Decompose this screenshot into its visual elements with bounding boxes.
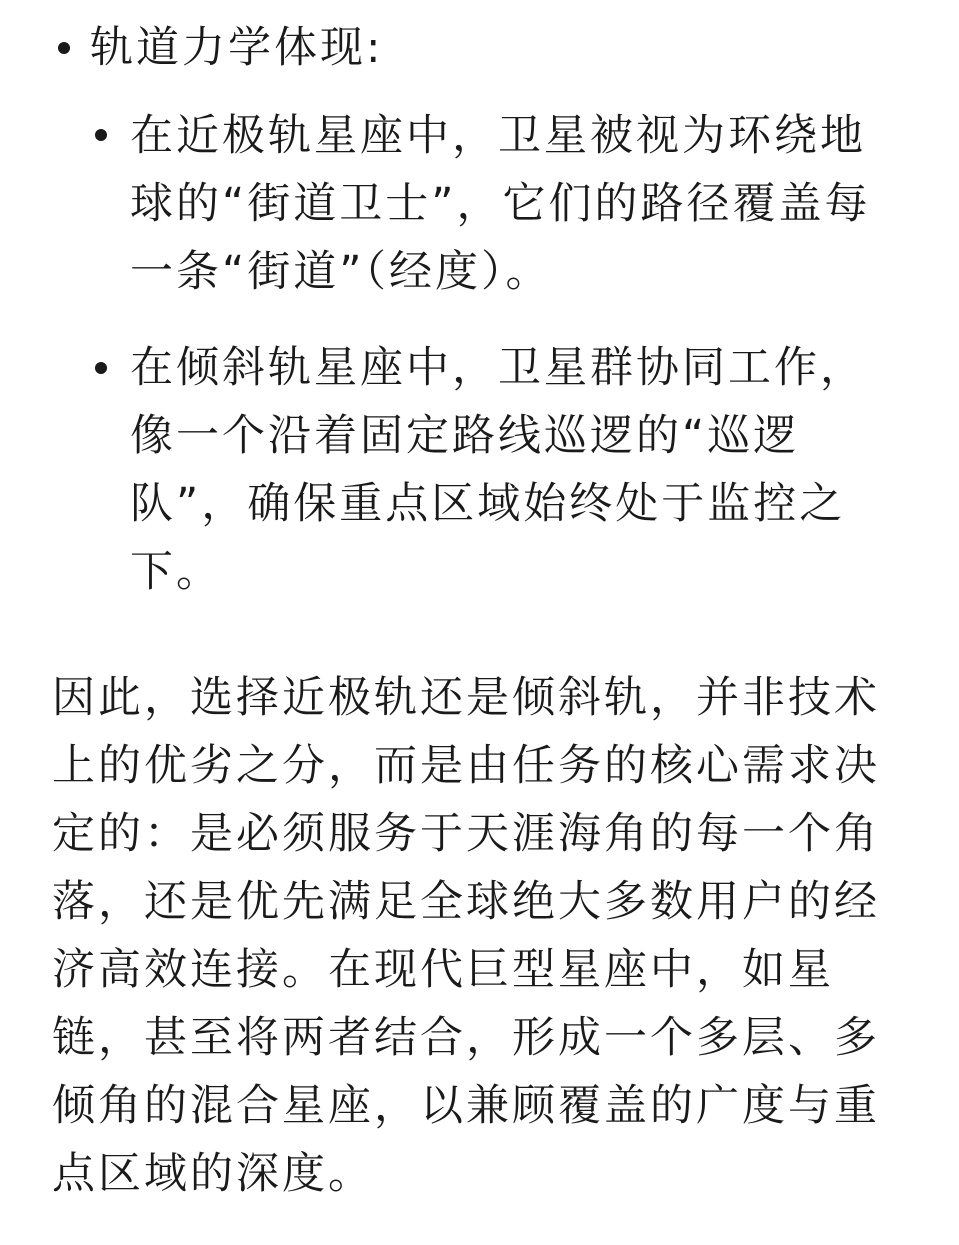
sub-bullet-2-line: 像一个沿着固定路线巡逻的“巡逻 (130, 411, 800, 461)
section-heading (90, 14, 384, 82)
conclusion-line: 链，甚至将两者结合，形成一个多层、多 (52, 1013, 880, 1063)
conclusion-line: 落，还是优先满足全球绝大多数用户的经 (52, 877, 880, 927)
conclusion-line: 点区域的深度。 (52, 1149, 374, 1199)
conclusion-line: 定的：是必须服务于天涯海角的每一个角 (52, 809, 880, 859)
sub-bullet-1-line: 一条“街道”（经度）。 (130, 247, 552, 297)
sub-bullet-1-line: 在近极轨星座中，卫星被视为环绕地 (130, 111, 866, 161)
sub-bullet-2-line: 队”，确保重点区域始终处于监控之 (130, 479, 846, 529)
sub-bullet-1 (130, 102, 871, 306)
conclusion-line: 因此，选择近极轨还是倾斜轨，并非技术 (52, 673, 880, 723)
conclusion-line: 倾角的混合星座，以兼顾覆盖的广度与重 (52, 1081, 880, 1131)
conclusion-line: 上的优劣之分，而是由任务的核心需求决 (52, 741, 880, 791)
section-heading-text: 轨道力学体现: (90, 23, 384, 73)
conclusion-line: 济高效连接。在现代巨型星座中，如星 (52, 945, 834, 995)
sub-bullet-2-line: 下。 (130, 547, 222, 597)
sub-bullet-2-line: 在倾斜轨星座中，卫星群协同工作， (130, 343, 866, 393)
bullet-dot-icon (58, 42, 70, 54)
sub-bullet-2 (130, 334, 866, 606)
bullet-dot-icon (95, 362, 107, 374)
bullet-dot-icon (95, 129, 107, 141)
sub-bullet-1-line: 球的“街道卫士”，它们的路径覆盖每 (130, 179, 871, 229)
conclusion-paragraph (52, 664, 880, 1208)
